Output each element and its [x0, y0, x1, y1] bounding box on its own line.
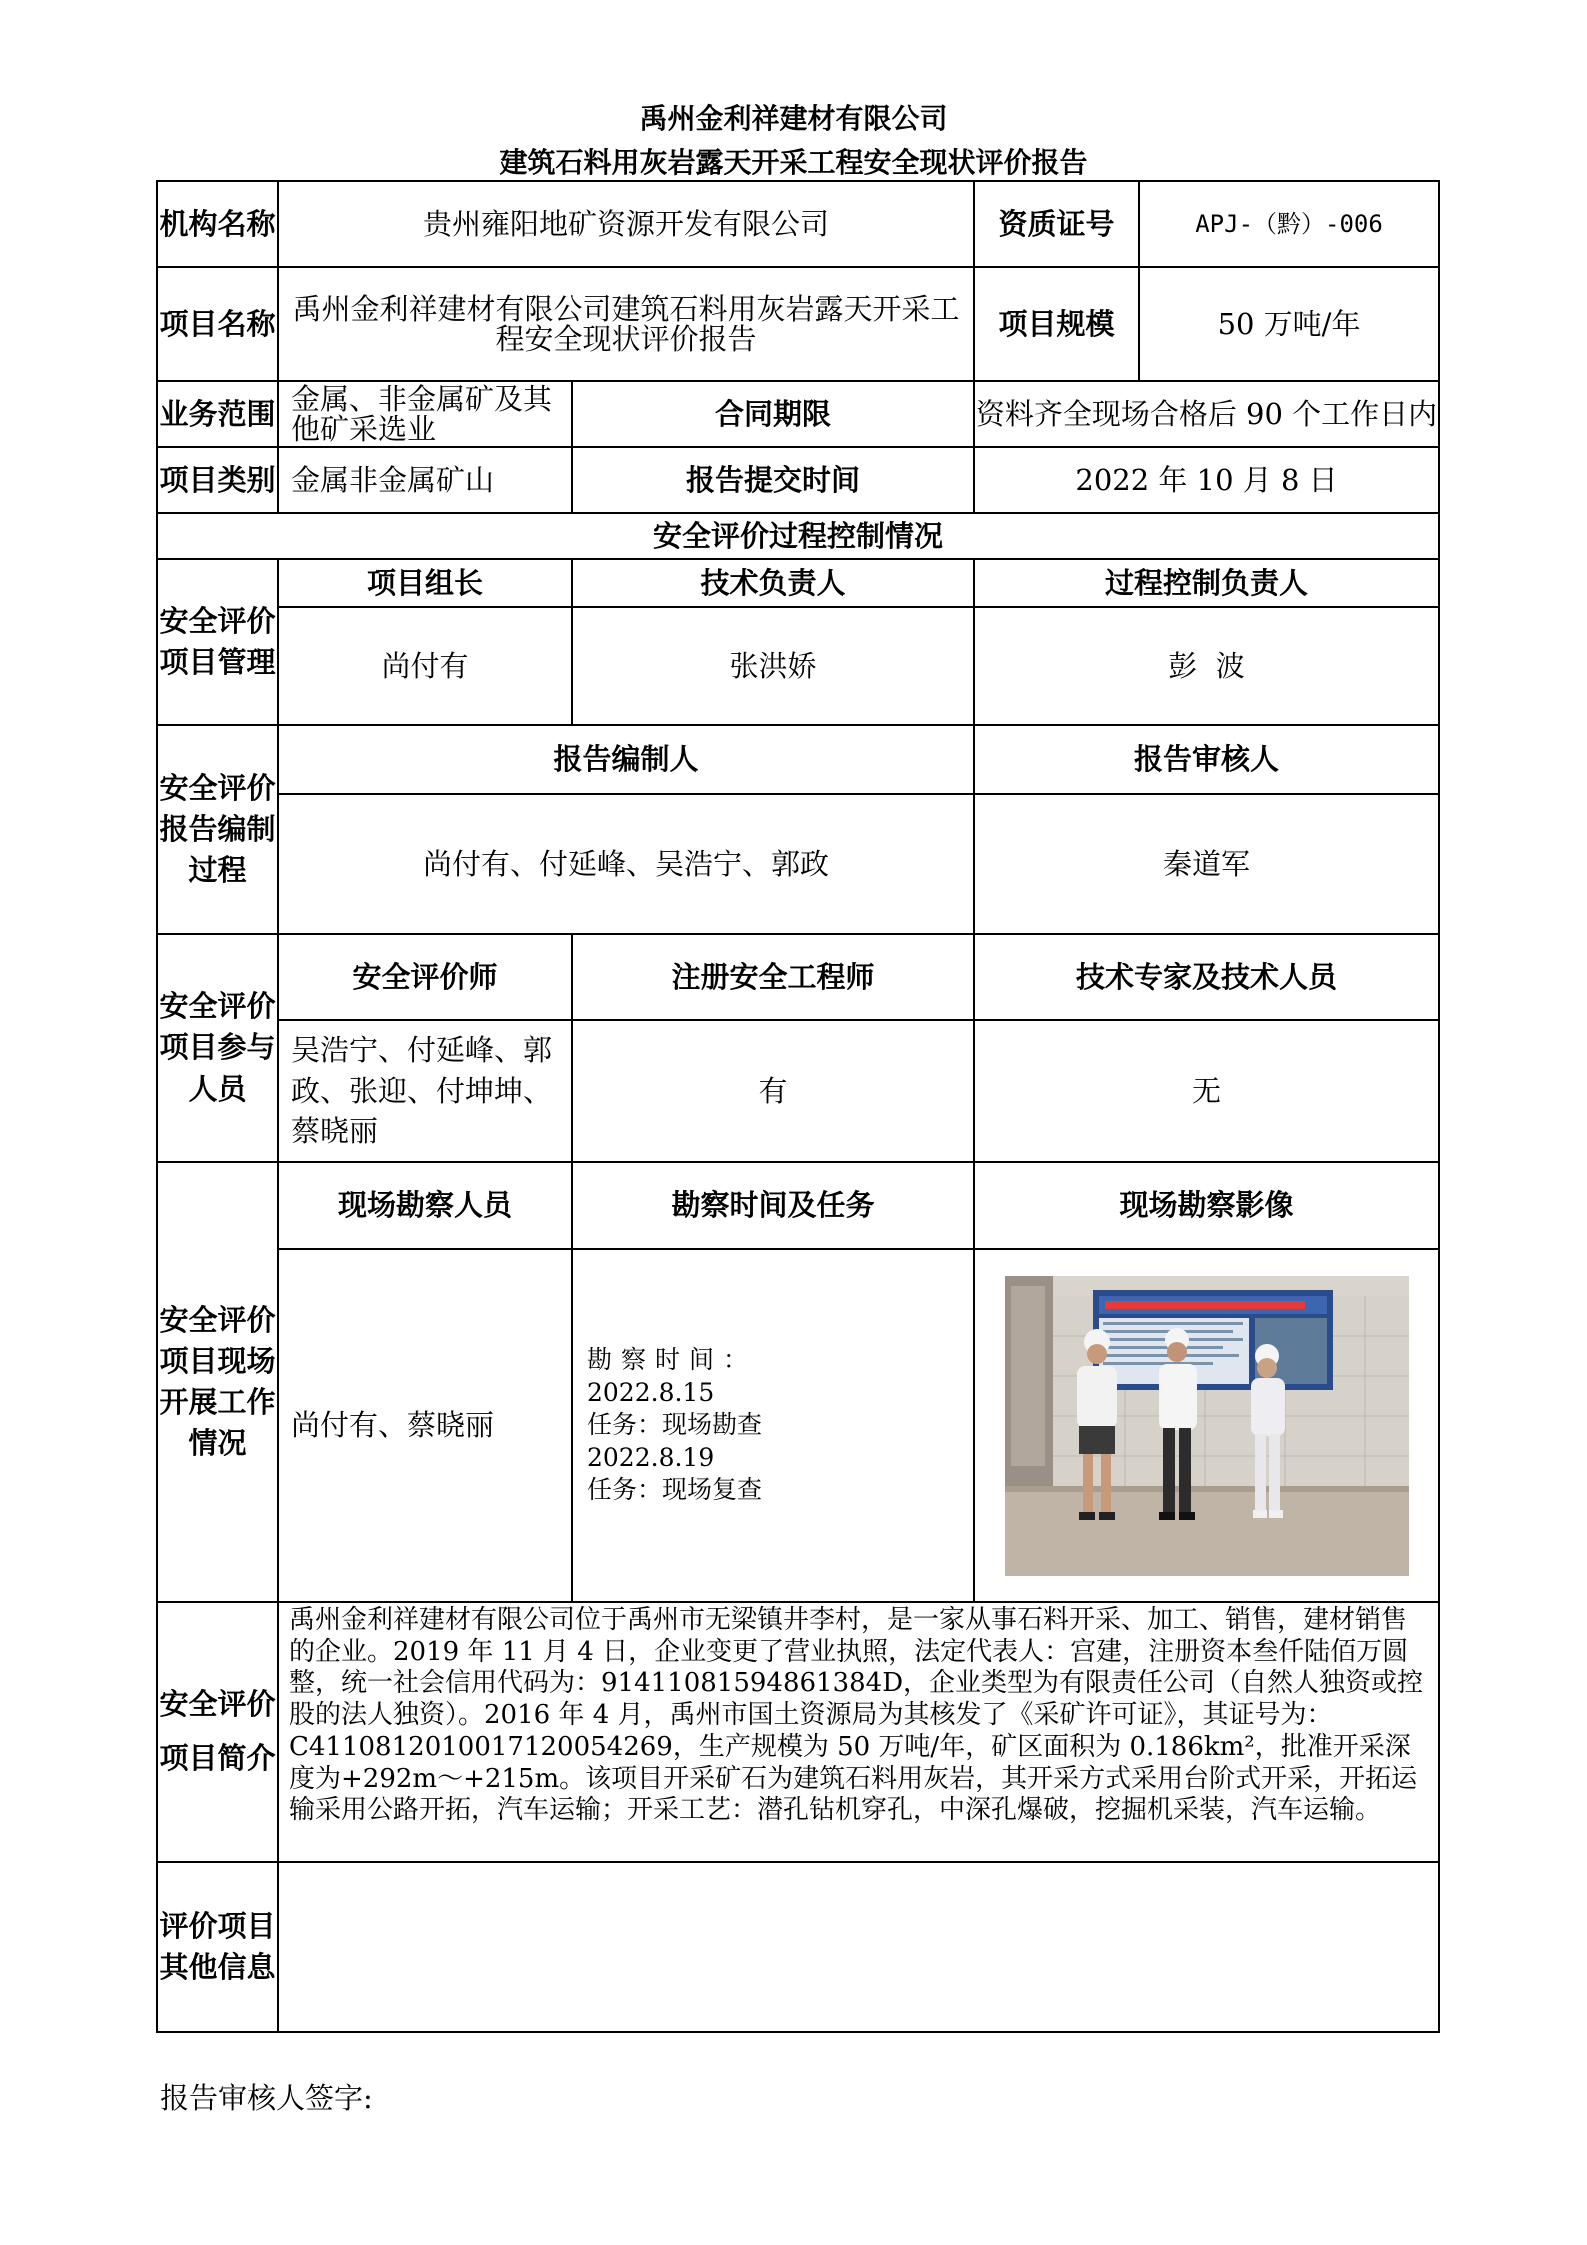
- process-header: 过程控制负责人: [974, 559, 1439, 607]
- inspection-date-1: 2022.8.15: [587, 1377, 715, 1407]
- inspection-task-2: 任务：现场复查: [587, 1475, 763, 1505]
- org-value: 贵州雍阳地矿资源开发有限公司: [278, 181, 974, 267]
- site-inspection-photo: [1005, 1276, 1409, 1576]
- site-label: 安全评价项目现场开展工作情况: [157, 1162, 278, 1602]
- author-header: 报告编制人: [278, 725, 974, 794]
- time-header: 勘察时间及任务: [572, 1162, 974, 1249]
- other-label: 评价项目其他信息: [157, 1862, 278, 2032]
- engineer-header: 注册安全工程师: [572, 934, 974, 1020]
- reviewer-value: 秦道军: [974, 794, 1439, 934]
- intro-label: 安全评价项目简介: [157, 1602, 278, 1862]
- org-label: 机构名称: [157, 181, 278, 267]
- expert-value: 无: [974, 1020, 1439, 1162]
- submit-label: 报告提交时间: [572, 447, 974, 513]
- contract-value: 资料齐全现场合格后 90 个工作日内: [974, 381, 1439, 447]
- section-title: 安全评价过程控制情况: [157, 513, 1439, 559]
- reviewer-signature-label: 报告审核人签字:: [160, 2081, 373, 2115]
- inspection-date-2: 2022.8.19: [587, 1442, 715, 1472]
- author-value: 尚付有、付延峰、吴浩宁、郭政: [278, 794, 974, 934]
- inspection-task-1: 任务：现场勘查: [587, 1410, 763, 1440]
- process-value: 彭 波: [974, 607, 1439, 725]
- expert-header: 技术专家及技术人员: [974, 934, 1439, 1020]
- participants-label: 安全评价项目参与人员: [157, 934, 278, 1162]
- image-header: 现场勘察影像: [974, 1162, 1439, 1249]
- other-value: [278, 1862, 1439, 2032]
- submit-value: 2022 年 10 月 8 日: [974, 447, 1439, 513]
- compile-label: 安全评价报告编制过程: [157, 725, 278, 934]
- scope-label: 业务范围: [157, 381, 278, 447]
- intro-text: 禹州金利祥建材有限公司位于禹州市无梁镇井李村，是一家从事石料开采、加工、销售，建材销售的企业。2019 年 11 月 4 日，企业变更了营业执照，法定代表人：宫建，注册资本叁仟陆佰万圆整，统一社会信用代码为：91411081594861384D，企业类型为有限责任公司（自然人独资或控股的法人独资）。2016 年 4 月，禹州市国土资源局为其核发了《采矿许可证》，其证号为：C4110812010017120054269，生产规模为 50 万吨/年，矿区面积为 0.186km²，批准开采深度为+292m～+215m。该项目开采矿石为建筑石料用灰岩，其开采方式采用台阶式开采，开拓运输采用公路开拓，汽车运输；开采工艺：潜孔钻机穿孔，中深孔爆破，挖掘机采装，汽车运输。: [278, 1602, 1439, 1862]
- leader-value: 尚付有: [278, 607, 572, 725]
- title-line-2: 建筑石料用灰岩露天开采工程安全现状评价报告: [499, 146, 1088, 179]
- photo-cell: [974, 1249, 1439, 1602]
- reviewer-header: 报告审核人: [974, 725, 1439, 794]
- scope-value: 金属、非金属矿及其他矿采选业: [278, 381, 572, 447]
- report-table: [156, 180, 1440, 2033]
- cert-label: 资质证号: [974, 181, 1139, 267]
- inspection-time-label: 勘察时间：: [587, 1345, 758, 1375]
- management-label: 安全评价项目管理: [157, 559, 278, 725]
- time-task-cell: [572, 1249, 974, 1602]
- tech-header: 技术负责人: [572, 559, 974, 607]
- project-value: 禹州金利祥建材有限公司建筑石料用灰岩露天开采工程安全现状评价报告: [278, 267, 974, 381]
- staff-value: 尚付有、蔡晓丽: [278, 1249, 572, 1602]
- evaluator-header: 安全评价师: [278, 934, 572, 1020]
- scale-label: 项目规模: [974, 267, 1139, 381]
- staff-header: 现场勘察人员: [278, 1162, 572, 1249]
- cert-value: APJ-（黔）-006: [1139, 181, 1439, 267]
- scale-value: 50 万吨/年: [1139, 267, 1439, 381]
- leader-header: 项目组长: [278, 559, 572, 607]
- type-label: 项目类别: [157, 447, 278, 513]
- contract-label: 合同期限: [572, 381, 974, 447]
- tech-value: 张洪娇: [572, 607, 974, 725]
- title-line-1: 禹州金利祥建材有限公司: [639, 102, 948, 135]
- type-value: 金属非金属矿山: [278, 447, 572, 513]
- project-label: 项目名称: [157, 267, 278, 381]
- engineer-value: 有: [572, 1020, 974, 1162]
- evaluator-value: 吴浩宁、付延峰、郭政、张迎、付坤坤、蔡晓丽: [278, 1020, 572, 1162]
